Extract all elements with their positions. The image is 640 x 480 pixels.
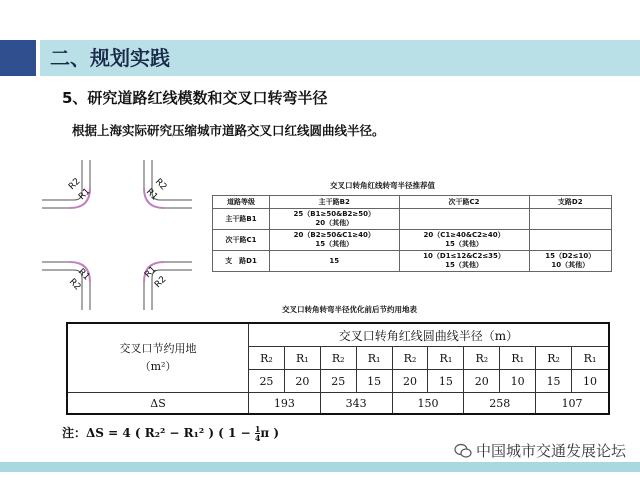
- delta-value: 193: [249, 393, 321, 415]
- radius-symbol: R₁: [500, 347, 536, 370]
- radius-label: R1: [77, 186, 93, 203]
- row-label-cell: [67, 323, 249, 393]
- radius-symbol: R₁: [284, 347, 320, 370]
- table-cell: 次干路C1: [213, 230, 270, 251]
- delta-value: 258: [464, 393, 536, 415]
- radius-label: R2: [152, 177, 169, 193]
- table-cell: 20（B2≥50&C1≥40） 15（其他）: [270, 230, 400, 251]
- delta-value: 150: [392, 393, 464, 415]
- radius-recommendation-table: [212, 195, 612, 272]
- table-cell: 15: [270, 251, 400, 272]
- radius-value: 15: [356, 370, 392, 393]
- wechat-icon: [454, 443, 472, 459]
- table-row: [213, 251, 612, 272]
- slide-subtitle: 5、研究道路红线模数和交叉口转弯半径: [62, 89, 328, 107]
- table1-title: 交叉口转角红线转弯半径推荐值: [330, 181, 435, 190]
- table-cell: 主干路B1: [213, 209, 270, 230]
- logo-text: 中国城市交通发展论坛: [476, 442, 627, 460]
- delta-value: 343: [320, 393, 392, 415]
- radius-symbol: R₁: [428, 347, 464, 370]
- delta-label: ΔS: [67, 393, 249, 415]
- fraction-denominator: 4: [254, 433, 261, 443]
- table-cell: 20（C1≥40&C2≥40） 15（其他）: [399, 230, 529, 251]
- row-label-line1: 交叉口节约用地: [119, 342, 197, 355]
- radius-label: R2: [67, 176, 83, 193]
- table-cell: 25（B1≥50&B2≥50） 20（其他）: [270, 209, 400, 230]
- group-header: 交叉口转角红线圆曲线半径（m）: [249, 323, 610, 347]
- table2-title: 交叉口转角转弯半径优化前后节约用地表: [282, 305, 417, 314]
- table-header: 次干路C2: [399, 196, 529, 209]
- formula-prefix: 注：ΔS = 4 ( R₂² − R₁² ) ( 1 −: [62, 426, 255, 440]
- radius-symbol: R₂: [392, 347, 428, 370]
- section-title: 二、规划实践: [50, 46, 170, 70]
- table-cell: [529, 209, 611, 230]
- radius-label: R1: [143, 264, 159, 281]
- formula-suffix: π ): [260, 426, 280, 440]
- radius-value: 15: [428, 370, 464, 393]
- radius-symbol: R₁: [572, 347, 609, 370]
- radius-value: 25: [249, 370, 285, 393]
- header-accent-block: [0, 40, 36, 76]
- footer-logo: [454, 440, 626, 461]
- table-row: [67, 393, 609, 415]
- radius-value: 20: [284, 370, 320, 393]
- table-header: 主干路B2: [270, 196, 400, 209]
- radius-label: R1: [75, 267, 92, 283]
- radius-symbol: R₂: [320, 347, 356, 370]
- radius-value: 10: [572, 370, 609, 393]
- table-cell: 15（D2≤10） 10（其他）: [529, 251, 611, 272]
- table-row: [213, 196, 612, 209]
- slide-description: 根据上海实际研究压缩城市道路交叉口红线圆曲线半径。: [72, 123, 385, 138]
- radius-symbol: R₂: [536, 347, 572, 370]
- table-row: [67, 323, 609, 347]
- table-cell: [399, 209, 529, 230]
- formula-note: [62, 424, 279, 442]
- table-cell: 10（D1≤12&C2≤35） 15（其他）: [399, 251, 529, 272]
- radius-symbol: R₂: [464, 347, 500, 370]
- delta-value: 107: [536, 393, 609, 415]
- table-header: 道路等级: [213, 196, 270, 209]
- radius-label: R1: [143, 187, 160, 203]
- land-saving-table: [66, 322, 610, 415]
- fraction-numerator: 1: [254, 424, 261, 434]
- table-row: [213, 230, 612, 251]
- radius-label: R2: [66, 277, 83, 293]
- radius-symbol: R₂: [249, 347, 285, 370]
- radius-label: R2: [153, 274, 169, 291]
- row-label-line2: （m²）: [139, 360, 177, 373]
- footer-bar: [0, 462, 640, 472]
- radius-value: 20: [464, 370, 500, 393]
- intersection-diagram: [42, 160, 192, 310]
- radius-value: 20: [392, 370, 428, 393]
- radius-value: 10: [500, 370, 536, 393]
- table-row: [213, 209, 612, 230]
- table-cell: 支 路D1: [213, 251, 270, 272]
- table-header: 支路D2: [529, 196, 611, 209]
- radius-value: 15: [536, 370, 572, 393]
- radius-symbol: R₁: [356, 347, 392, 370]
- radius-value: 25: [320, 370, 356, 393]
- table-cell: [529, 230, 611, 251]
